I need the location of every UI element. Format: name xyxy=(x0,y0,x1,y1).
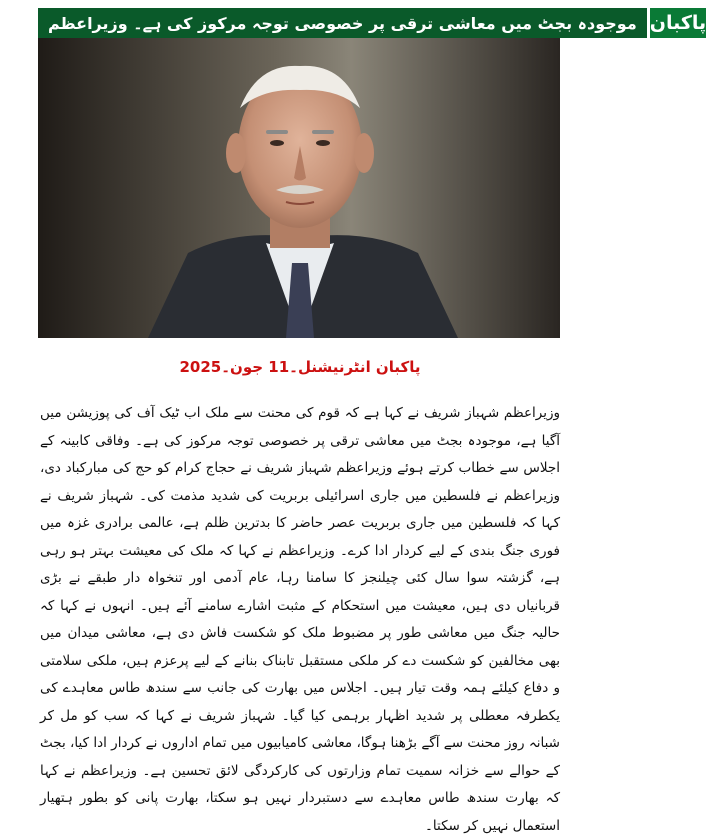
brand-name: پاکبان xyxy=(649,12,706,34)
brand-logo xyxy=(647,8,706,38)
dateline: پاکبان انٹرنیشنل۔11 جون۔2025 xyxy=(179,358,421,376)
news-photo xyxy=(38,38,560,338)
headline-banner xyxy=(38,8,647,38)
news-header xyxy=(38,8,706,38)
article-body: وزیراعظم شہباز شریف نے کہا ہے کہ قوم کی محنت سے ملک اب ٹیک آف کی پوزیشن میں آگیا ہے، موجودہ بجٹ میں معاشی ترقی پر خصوصی توجہ مرکوز کی ہے۔ وفاقی کابینہ کے اجلاس سے خطاب کرتے ہوئے وزیراعظم شہباز شریف نے حجاج کرام کو حج کی مبارکباد دی، وزیراعظم نے فلسطین میں جاری اسرائیلی بربریت کی شدید مذمت کی۔ شہباز شریف نے کہا کہ فلسطین میں جاری بربریت عصر حاضر کا بدترین ظلم ہے، عالمی برادری غزہ میں فوری جنگ بندی کے لیے کردار ادا کرے۔ وزیراعظم نے کہا کہ ملک کی معیشت بہتر ہو رہی ہے، گزشتہ سوا سال کئی چیلنجز کا سامنا رہا، عام آدمی اور تنخواہ دار طبقے نے بڑی قربانیاں دی ہیں، معیشت میں استحکام کے مثبت اشارے سامنے آئے ہیں۔ انہوں نے کہا کہ حالیہ جنگ میں معاشی طور پر مضبوط ملک کو شکست فاش دی ہے، معاشی میدان میں بھی مخالفین کو شکست دے کر ملکی مستقبل تابناک بنانے کے لیے پرعزم ہیں، ملکی سلامتی و دفاع کیلئے ہمہ وقت تیار ہیں۔ اجلاس میں بھارت کی جانب سے سندھ طاس معاہدے کی یکطرفہ معطلی پر شدید اظہار برہمی کیا گیا۔ شہباز شریف نے کہا کہ سب کو مل کر شبانہ روز محنت سے آگے بڑھنا ہوگا، معاشی کامیابیوں میں تمام اداروں نے کردار ادا کیا، بجٹ کے حوالے سے خزانہ سمیت تمام وزارتوں کی کارکردگی لائق تحسین ہے۔ وزیراعظم نے کہا کہ بھارت سندھ طاس معاہدے سے دستبردار نہیں ہو سکتا، بھارت پانی کو بطور ہتھیار استعمال نہیں کر سکتا۔ xyxy=(40,405,560,834)
portrait-illustration xyxy=(38,38,560,338)
headline-text: موجودہ بجٹ میں معاشی ترقی پر خصوصی توجہ مرکوز کی ہے۔ وزیراعظم xyxy=(48,13,637,33)
